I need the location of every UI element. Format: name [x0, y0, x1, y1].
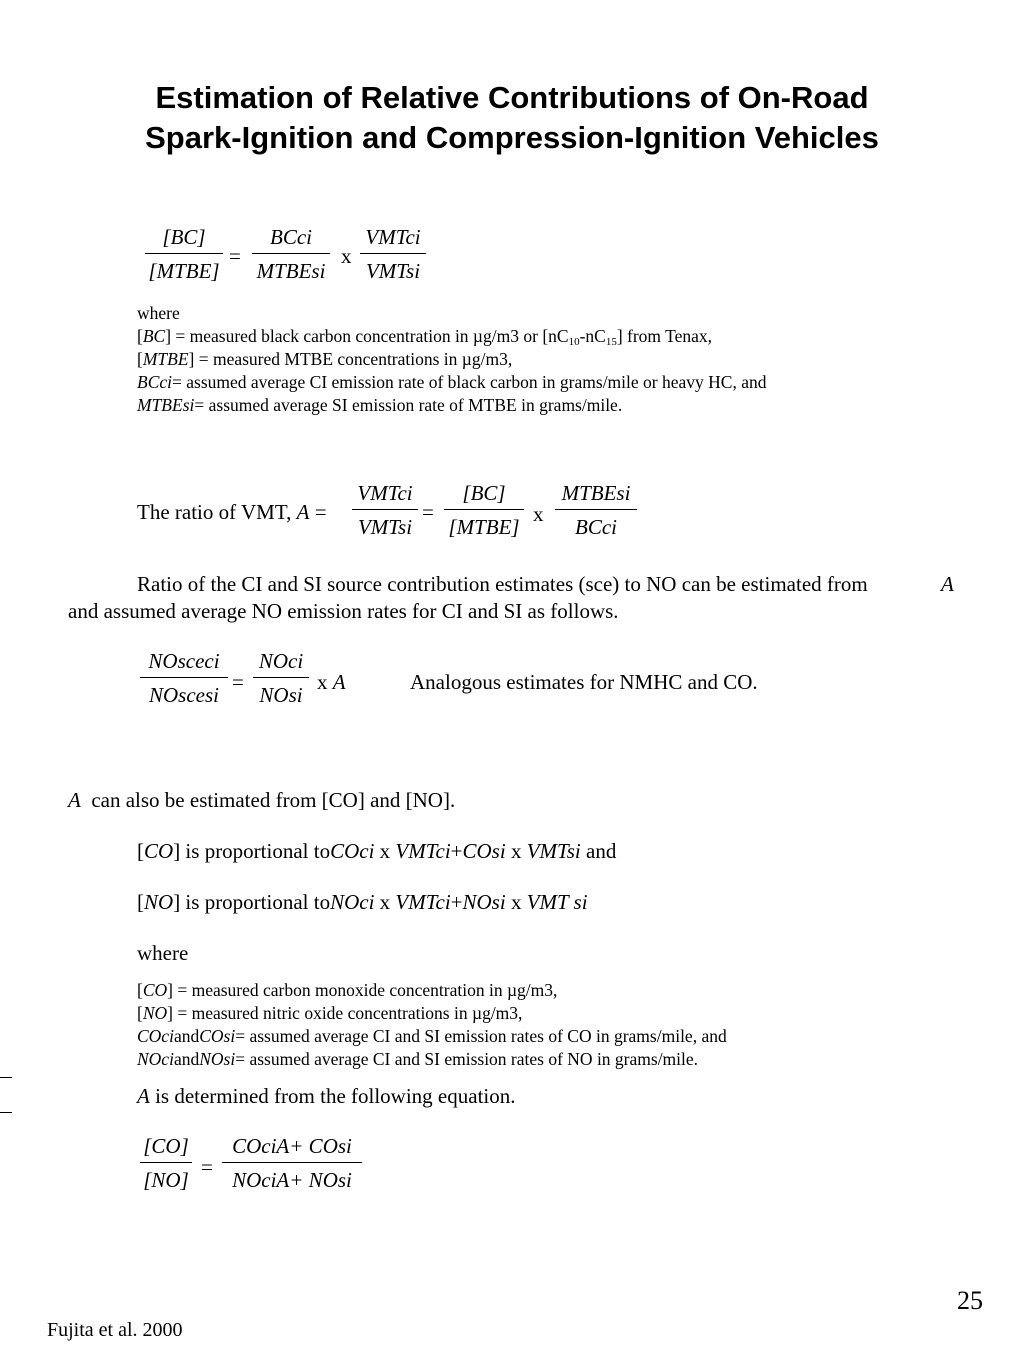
analogous-note: Analogous estimates for NMHC and CO.	[410, 670, 758, 694]
times-sign: x	[379, 839, 391, 863]
numerator: [CO]	[143, 1134, 189, 1158]
equals-sign-2: =	[422, 500, 434, 524]
numerator: [BC]	[162, 225, 206, 249]
citation: Fujita et al. 2000	[47, 1319, 183, 1341]
denominator: NOscesi	[149, 683, 219, 707]
a-symbol: A	[296, 500, 310, 524]
times-sign: x	[533, 502, 544, 526]
fraction-bcci-mtbesi	[252, 224, 330, 284]
numerator: VMTci	[365, 225, 421, 249]
and-text: and	[173, 1026, 200, 1046]
fraction-vmtci-vmtsi	[352, 480, 418, 540]
title-line-1: Estimation of Relative Contributions of On-Road	[155, 80, 869, 115]
title-line-2: Spark-Ignition and Compression-Ignition Vehicles	[145, 120, 879, 155]
defs2-no-rates-line	[137, 1048, 698, 1071]
denominator: BCci	[575, 515, 617, 539]
slide-title	[0, 78, 1024, 158]
and-text: and	[173, 1049, 200, 1069]
bc-symbol: BC	[142, 326, 166, 346]
co-symbol: CO	[142, 980, 168, 1000]
fraction-bar	[140, 1162, 192, 1163]
numerator: NOci	[258, 649, 304, 673]
times-sign: x	[510, 890, 522, 914]
cosi-symbol: COsi	[199, 1026, 236, 1046]
a-symbol: A	[68, 788, 81, 812]
bcci-definition: = assumed average CI emission rate of black carbon in grams/mile or heavy HC, and	[172, 372, 767, 392]
fraction-a-expression	[222, 1133, 362, 1193]
denominator: NOsi	[259, 683, 303, 707]
denominator: NOciA+ NOsi	[232, 1168, 352, 1192]
para1-line2: and assumed average NO emission rates for CI and SI as follows.	[68, 599, 619, 623]
para3	[137, 1084, 516, 1109]
fraction-bar	[555, 509, 637, 510]
co-proportional-line: [CO] is proportional toCOci x VMTci+COsi x VMTsi and	[137, 839, 617, 863]
no-rates-definition: = assumed average CI and SI emission rates of NO in grams/mile.	[235, 1049, 699, 1069]
mtbesi-definition: = assumed average SI emission rate of MTBE in grams/mile.	[194, 395, 623, 415]
label-text: The ratio of VMT,	[137, 500, 292, 524]
times-sign: x	[379, 890, 391, 914]
equals-sign: =	[201, 1155, 213, 1179]
coci-symbol: COci	[137, 1026, 174, 1046]
defs1-mtbesi-line	[137, 394, 622, 417]
fraction-bc-mtbe	[145, 224, 223, 284]
equals-sign: =	[229, 244, 241, 268]
defs2-where: where	[137, 941, 189, 965]
para1-line1: Ratio of the CI and SI source contribution estimates (sce) to NO can be estimated from	[137, 572, 868, 596]
numerator: VMTci	[357, 481, 413, 505]
margin-mark	[0, 1077, 12, 1078]
fraction-co-no	[140, 1133, 192, 1193]
fraction-bar	[360, 253, 426, 254]
vmtci-term: VMTci	[395, 839, 451, 863]
co-rates-definition: = assumed average CI and SI emission rates of CO in grams/mile, and	[235, 1026, 727, 1046]
proportional-text: ] is proportional to	[173, 839, 331, 863]
and-text: and	[586, 839, 617, 863]
mtbesi-symbol: MTBEsi	[137, 395, 195, 415]
numerator: COciA+ COsi	[232, 1134, 352, 1158]
times-a	[317, 670, 346, 695]
denominator: [MTBE]	[448, 515, 520, 539]
defs2-co-rates-line	[137, 1025, 727, 1048]
vmtci-term: VMTci	[395, 890, 451, 914]
defs2-no-line: [NO] = measured nitric oxide concentrations in µg/m3,	[137, 1003, 523, 1023]
defs1-mtbe-line: [MTBE] = measured MTBE concentrations in µg/m3,	[137, 349, 513, 369]
nosi-symbol: NOsi	[199, 1049, 236, 1069]
para2	[68, 788, 455, 813]
bc-definition-tail: ] from Tenax,	[616, 326, 712, 346]
denominator: VMTsi	[365, 259, 421, 283]
vmtsi-term: VMT si	[526, 890, 588, 914]
fraction-noci-nosi	[253, 648, 309, 708]
fraction-bar	[222, 1162, 362, 1163]
equals-sign: =	[314, 500, 327, 524]
defs2-co-line: [CO] = measured carbon monoxide concentration in µg/m3,	[137, 980, 558, 1000]
a-symbol: A	[332, 670, 346, 694]
no-symbol: NO	[144, 890, 174, 914]
vmt-ratio-label	[137, 500, 327, 525]
mtbe-symbol: MTBE	[142, 349, 189, 369]
defs1-where: where	[137, 303, 180, 323]
fraction-bar	[252, 253, 330, 254]
denominator: MTBEsi	[256, 259, 326, 283]
nosi-term: NOsi	[462, 890, 506, 914]
plus-sign: +	[450, 839, 463, 863]
cosi-term: COsi	[462, 839, 506, 863]
no-definition: ] = measured nitric oxide concentrations in µg/m3,	[167, 1003, 523, 1023]
vmtsi-term: VMTsi	[526, 839, 581, 863]
numerator: MTBEsi	[561, 481, 631, 505]
nc-text: -nC	[579, 326, 606, 346]
denominator: [MTBE]	[148, 259, 220, 283]
fraction-bar	[352, 509, 418, 510]
fraction-mtbesi-bcci	[555, 480, 637, 540]
times-sign: x	[510, 839, 522, 863]
co-symbol: CO	[144, 839, 174, 863]
numerator: BCci	[270, 225, 312, 249]
margin-mark	[0, 1112, 12, 1113]
fraction-bar	[145, 253, 223, 254]
defs1-bc-line: [BC] = measured black carbon concentration in µg/m3 or $[nC_{10}-nC_{15}]$ from Tenax,	[137, 326, 712, 348]
co-definition: ] = measured carbon monoxide concentration in µg/m3,	[167, 980, 558, 1000]
no-proportional-line: [NO] is proportional toNOci x VMTci+NOsi x VMT si	[137, 890, 588, 914]
times-sign: x	[317, 670, 328, 694]
bcci-symbol: BCci	[137, 372, 172, 392]
no-symbol: NO	[142, 1003, 168, 1023]
fraction-nosceci-noscesi	[140, 648, 228, 708]
numerator: [BC]	[462, 481, 506, 505]
bc-definition: ] = measured black carbon concentration in µg/m3 or [nC	[165, 326, 569, 346]
fraction-bc-mtbe	[444, 480, 524, 540]
denominator: [NO]	[143, 1168, 189, 1192]
denominator: VMTsi	[357, 515, 413, 539]
fraction-vmtci-vmtsi	[360, 224, 426, 284]
numerator: NOsceci	[148, 649, 220, 673]
noci-symbol: NOci	[137, 1049, 174, 1069]
times-sign: x	[341, 244, 352, 268]
a-symbol: A	[137, 1084, 150, 1108]
coci-term: COci	[330, 839, 375, 863]
para3-text: is determined from the following equation.	[155, 1084, 516, 1108]
fraction-bar	[140, 677, 228, 678]
subscript-10: 10	[568, 336, 580, 348]
fraction-bar	[253, 677, 309, 678]
noci-term: NOci	[330, 890, 375, 914]
para2-text: can also be estimated from [CO] and [NO].	[91, 788, 456, 812]
equals-sign: =	[232, 670, 244, 694]
para1-a-symbol: A	[941, 572, 954, 596]
subscript-15: 15	[605, 336, 617, 348]
page-number: 25	[957, 1286, 983, 1315]
mtbe-definition: ] = measured MTBE concentrations in µg/m3,	[188, 349, 513, 369]
proportional-text: ] is proportional to	[173, 890, 331, 914]
defs1-bcci-line	[137, 371, 766, 394]
fraction-bar	[444, 509, 524, 510]
plus-sign: +	[450, 890, 463, 914]
